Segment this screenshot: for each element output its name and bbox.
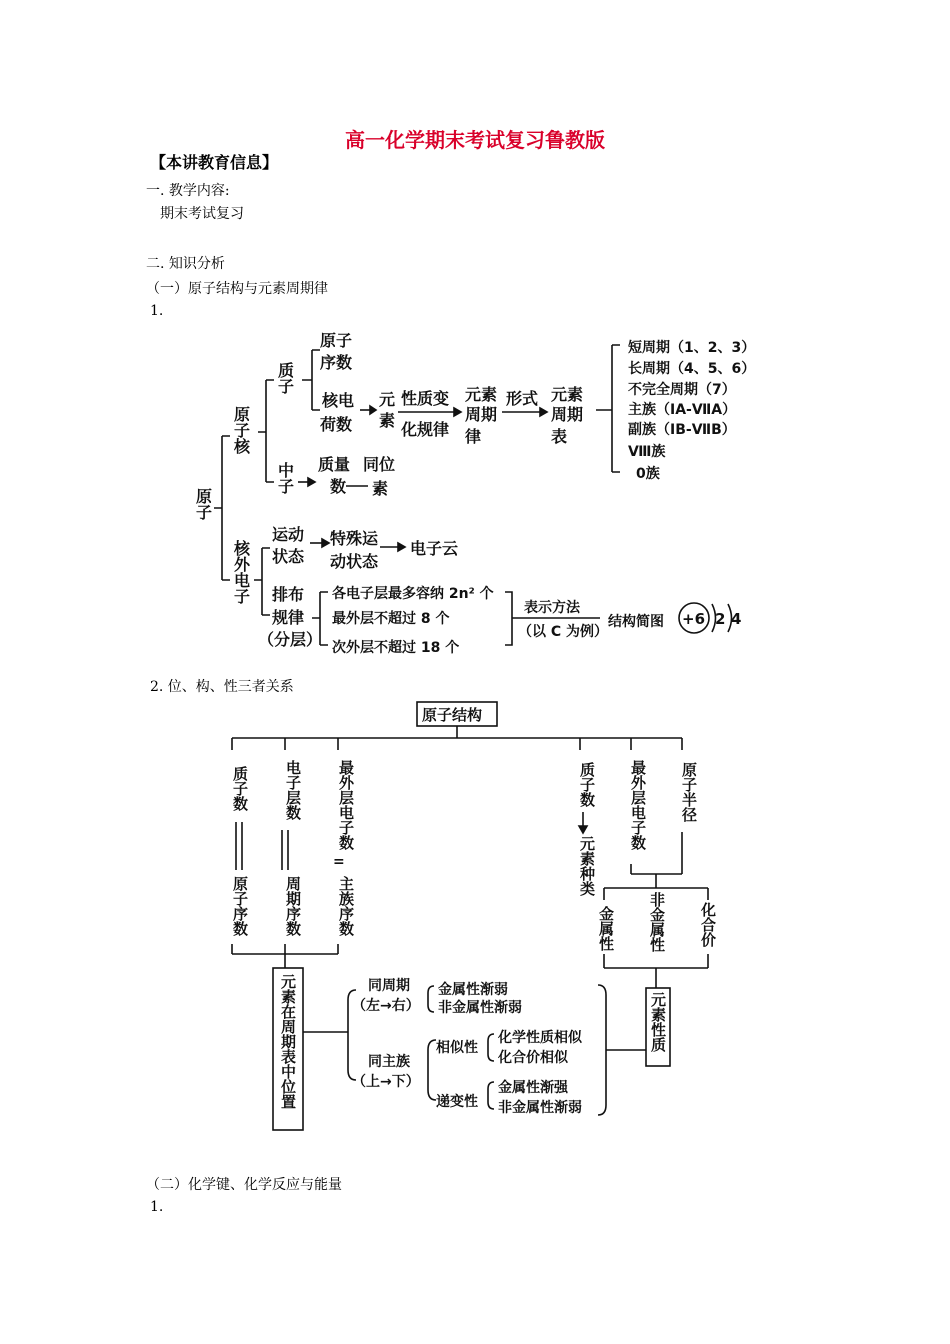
grad-nonmetal: 非金属性渐弱 xyxy=(498,1100,582,1116)
gradation-brace xyxy=(488,1082,494,1109)
similarity-brace xyxy=(488,1034,494,1061)
periodic-table-line3: 表 xyxy=(551,427,568,446)
periodic-law-line2: 周期 xyxy=(465,405,498,424)
periodic-table-bracket xyxy=(596,345,620,472)
left-to-right: （左→右） xyxy=(352,998,420,1014)
nucleus-label: 原子核 xyxy=(231,406,251,454)
item-knowledge-analysis: 二. 知识分析 xyxy=(146,256,225,272)
atom-bracket xyxy=(214,436,230,580)
atom-label: 原子 xyxy=(193,488,213,520)
layering: （分层） xyxy=(258,630,323,649)
motion-state-line2: 状态 xyxy=(272,547,305,566)
shell-2-count: 4 xyxy=(731,610,742,628)
arrangement-line2: 规律 xyxy=(272,608,305,627)
property-change-line1: 性质变 xyxy=(401,389,450,408)
arrowhead xyxy=(540,408,547,416)
subsection-chemical-bond: （二）化学键、化学反应与能量 xyxy=(146,1177,342,1193)
nuclear-charge-line2: 荷数 xyxy=(320,415,353,434)
group-number-eq: 主族序数 xyxy=(337,876,355,936)
similar-valence: 化合价相似 xyxy=(498,1050,568,1066)
arrowhead xyxy=(322,539,329,547)
periodic-law-line1: 元素 xyxy=(465,385,498,404)
c-example: （以 C 为例） xyxy=(518,624,609,640)
gradation: 递变性 xyxy=(436,1094,478,1110)
incomplete-period: 不完全周期（7） xyxy=(628,382,736,398)
proton-bracket xyxy=(302,350,320,410)
structure-diagram-label: 结构简图 xyxy=(608,614,664,630)
valence: 化合价 xyxy=(699,902,717,947)
atomic-number-eq: 原子序数 xyxy=(231,876,249,936)
top-to-bottom: （上→下） xyxy=(352,1074,420,1090)
outer-electron-count: 最外层电子数 xyxy=(337,760,355,850)
right-proton-number: 质子数 xyxy=(578,762,596,807)
arrowhead xyxy=(454,408,461,416)
neutron-label: 中子 xyxy=(275,462,295,494)
period-trend-nonmetal: 非金属性渐弱 xyxy=(438,1000,522,1016)
same-group: 同主族 xyxy=(368,1054,410,1070)
position-label: 元素在周期表中位置 xyxy=(279,974,297,1109)
props-brace xyxy=(598,985,606,1115)
same-period: 同周期 xyxy=(368,978,410,994)
group-brace xyxy=(428,1040,436,1100)
atomic-number-line2: 序数 xyxy=(320,353,353,372)
extranuclear-bracket xyxy=(254,548,270,615)
atomic-structure-label: 原子结构 xyxy=(422,706,483,724)
rule-sub-outer-18: 次外层不超过 18 个 xyxy=(332,640,460,656)
element-type: 元素种类 xyxy=(578,836,596,896)
non-metallicity: 非金属性 xyxy=(648,892,666,952)
mass-number-line2: 数 xyxy=(330,477,347,496)
shell-1-count: 2 xyxy=(715,610,726,628)
repr-method: 表示方法 xyxy=(524,600,580,616)
period-trend-metal: 金属性渐弱 xyxy=(438,982,508,998)
proton-number: 质子数 xyxy=(231,766,249,811)
period-number-eq: 周期序数 xyxy=(284,876,302,936)
mass-number-line1: 质量 xyxy=(318,455,351,474)
section-header: 【本讲教育信息】 xyxy=(150,153,279,172)
arrangement-line1: 排布 xyxy=(272,585,305,604)
element-line1: 元 xyxy=(379,390,396,409)
property-change-line2: 化规律 xyxy=(401,420,450,439)
motion-state-line1: 运动 xyxy=(272,525,305,544)
element-props-label: 元素性质 xyxy=(649,992,667,1052)
isotope-line2: 素 xyxy=(372,479,389,498)
main-group: 主族（ⅠA-ⅦA） xyxy=(628,402,737,418)
periodic-table-line2: 周期 xyxy=(551,405,584,424)
proton-label: 质子 xyxy=(275,362,295,394)
grad-metal: 金属性渐强 xyxy=(498,1080,568,1096)
point-1-label-2: 1. xyxy=(150,1199,164,1215)
isotope-line1: 同位 xyxy=(363,455,396,474)
document-title: 高一化学期末考试复习鲁教版 xyxy=(345,128,605,152)
subsection-atomic-structure: （一）原子结构与元素周期律 xyxy=(146,281,328,297)
arrowhead xyxy=(370,406,376,414)
item-teaching-content-detail: 期末考试复习 xyxy=(160,206,244,222)
period-trend-brace xyxy=(428,986,434,1012)
item-teaching-content: 一. 教学内容: xyxy=(146,183,230,199)
atomic-number-line1: 原子 xyxy=(320,331,353,350)
periodic-table-line1: 元素 xyxy=(551,385,584,404)
nucleus-charge: +6 xyxy=(682,610,706,628)
group-zero: 0族 xyxy=(636,466,660,482)
arrowhead xyxy=(308,478,315,486)
arrowhead xyxy=(579,826,587,833)
nucleus-bracket xyxy=(258,380,274,482)
electron-cloud: 电子云 xyxy=(410,539,459,558)
similarity: 相似性 xyxy=(436,1040,478,1056)
electron-shell-count: 电子层数 xyxy=(284,760,302,820)
rule-max-capacity: 各电子层最多容纳 2n² 个 xyxy=(332,586,494,602)
group-eight: Ⅷ族 xyxy=(628,444,666,460)
sub-group: 副族（ⅠB-ⅦB） xyxy=(628,422,736,438)
form-label: 形式 xyxy=(506,389,539,408)
rule-outer-8: 最外层不超过 8 个 xyxy=(332,611,450,627)
similar-chem: 化学性质相似 xyxy=(498,1030,582,1046)
short-period: 短周期（1、2、3） xyxy=(628,340,756,356)
nuclear-charge-line1: 核电 xyxy=(322,391,355,410)
equals-sign: = xyxy=(333,854,345,870)
metallicity: 金属性 xyxy=(597,906,615,951)
right-outer-electrons: 最外层电子数 xyxy=(629,760,647,850)
element-line2: 素 xyxy=(379,411,396,430)
special-motion-line1: 特殊运 xyxy=(330,529,379,548)
point-1-label: 1. xyxy=(150,303,164,319)
long-period: 长周期（4、5、6） xyxy=(628,361,756,377)
arrowhead xyxy=(398,543,405,551)
point-2-label: 2. 位、构、性三者关系 xyxy=(150,679,294,695)
extranuclear-label: 核外电子 xyxy=(231,540,251,604)
periodic-law-line3: 律 xyxy=(465,427,482,446)
special-motion-line2: 动状态 xyxy=(330,552,379,571)
atomic-radius: 原子半径 xyxy=(680,762,698,822)
